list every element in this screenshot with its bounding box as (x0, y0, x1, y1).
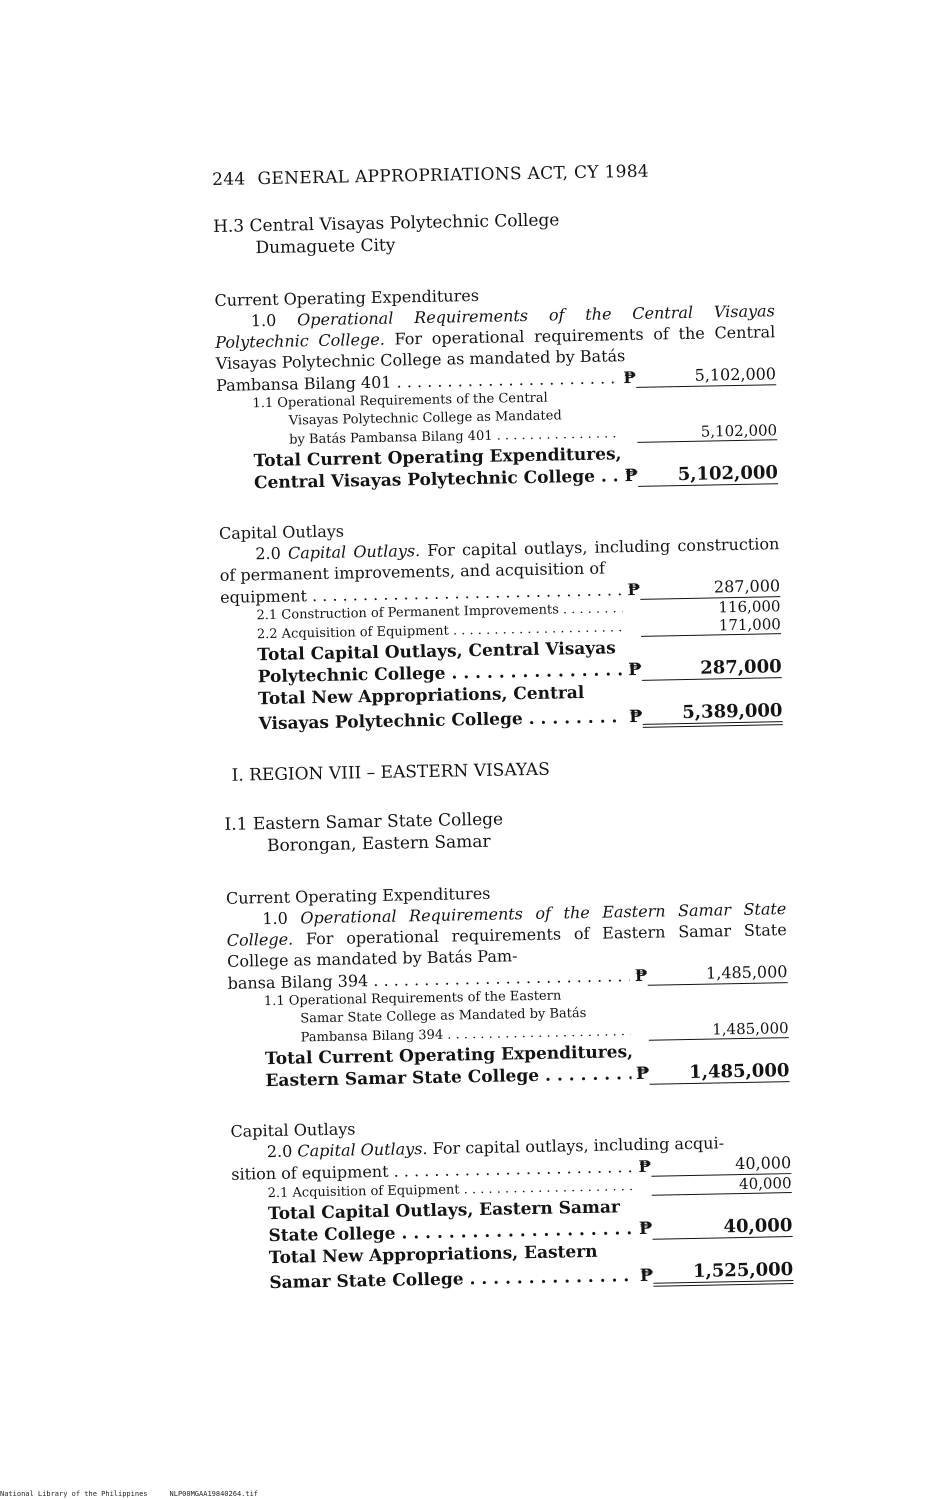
section-heading: Capital Outlays (218, 521, 345, 543)
peso-sign: ₱ (627, 579, 641, 600)
document-page (212, 159, 793, 1295)
institution-address: Dumaguete City (255, 235, 396, 259)
subitem-amount: 5,102,000 (637, 421, 777, 443)
item-paragraph (215, 300, 776, 374)
item-text-last: Pambansa Bilang 401 . . . (216, 367, 618, 396)
item-number: 2.0 (266, 1141, 293, 1162)
subitem-label: by Batás Pambansa Bilang 401 . . . (289, 425, 619, 449)
subitem-line: Visayas Polytechnic College as Mandated (288, 408, 562, 429)
peso-sign: ₱ (623, 367, 637, 388)
subitem-line: 1.1 Operational Requirements of the Eastern (263, 988, 562, 1010)
total-amount: 1,485,000 (649, 1060, 789, 1085)
page-header (212, 159, 772, 190)
item-text-last: sition of equipment . . . (231, 1156, 633, 1185)
section-heading: Capital Outlays (230, 1119, 356, 1141)
total-amount: 287,000 (641, 656, 781, 681)
library-credit: National Library of the Philippines (0, 1490, 148, 1498)
item-title: Capital Outlays. (297, 1139, 428, 1161)
item-text: For capital outlays, including acqui- (432, 1133, 725, 1158)
section-heading: Current Operating Expenditures (225, 883, 491, 908)
total-label: Polytechnic College . . . (258, 660, 624, 688)
item-number: 1.0 (250, 310, 277, 331)
total-amount: 5,102,000 (638, 462, 778, 487)
item-title: Operational Requirements of the Eastern Samar State College. (226, 899, 787, 950)
grand-total-amount: 5,389,000 (642, 700, 782, 728)
peso-sign: ₱ (638, 1156, 652, 1176)
total-line: Total Current Operating Expenditures, (253, 444, 622, 472)
item-amount: 1,485,000 (647, 961, 787, 986)
page-number: 244 (212, 169, 246, 190)
institution-i1 (224, 803, 785, 858)
institution-name: H.3 Central Visayas Polytechnic College (212, 210, 560, 237)
peso-sign: ₱ (638, 1218, 653, 1239)
total-line: Total Current Operating Expenditures, (264, 1042, 634, 1070)
subitem-label: 2.2 Acquisition of Equipment . . . (257, 619, 623, 644)
peso-sign: ₱ (624, 465, 639, 487)
subitem-label: 2.1 Acquisition of Equipment . . . (267, 1178, 633, 1203)
item-text: For operational requirements of the Central Visayas Polytechnic College as mandated by Batás (215, 322, 776, 373)
item-text-last: equipment . . . (220, 579, 622, 608)
act-title: GENERAL APPROPRIATIONS ACT, CY 1984 (257, 161, 650, 190)
peso-sign: ₱ (634, 965, 648, 986)
item-number: 2.0 (255, 543, 282, 564)
item-number: 1.0 (262, 908, 289, 929)
item-text: For capital outlays, including construction of permanent improvements, and acquisition of (219, 534, 780, 585)
file-name: NLP00MGAA19840264.tif (169, 1490, 259, 1498)
item-title: Operational Requirements of the Central Visayas Polytechnic College. (215, 301, 775, 352)
subitem-amount: 1,485,000 (648, 1019, 788, 1041)
total-label: Visayas Polytechnic College . . . (258, 707, 624, 735)
subitem-label: Pambansa Bilang 394 . . . (301, 1023, 631, 1047)
peso-sign: ₱ (639, 1265, 654, 1286)
item-text: For operational requirements of Eastern Samar State College as mandated by Batás Pam- (227, 920, 787, 971)
subitem-amount: 40,000 (651, 1174, 791, 1196)
item-amount: 287,000 (640, 575, 780, 600)
total-label: State College . . . (268, 1219, 634, 1247)
subitem-amount: 116,000 (718, 597, 781, 617)
total-amount: 40,000 (652, 1215, 792, 1240)
subitem-amount: 171,000 (641, 615, 781, 637)
total-label: Central Visayas Polytechnic College . . . (254, 466, 620, 494)
total-line: Total New Appropriations, Central (257, 682, 585, 710)
subitem-line: 1.1 Operational Requirements of the Central (252, 390, 548, 412)
institution-name: I.1 Eastern Samar State College (224, 809, 504, 835)
item-paragraph (226, 898, 787, 972)
region-heading: I. REGION VIII – EASTERN VISAYAS (231, 759, 550, 786)
item-amount: 40,000 (651, 1152, 791, 1177)
section-heading: Current Operating Expenditures (214, 285, 480, 310)
peso-sign: ₱ (628, 706, 643, 728)
scan-footer (0, 1490, 280, 1498)
subitem-label: 2.1 Construction of Permanent Improvements . . . (256, 600, 622, 625)
grand-total-amount: 1,525,000 (653, 1259, 793, 1287)
total-label: Eastern Samar State College . . . (265, 1064, 631, 1092)
peso-sign: ₱ (635, 1063, 650, 1085)
institution-h3 (213, 205, 774, 260)
total-line: Total New Appropriations, Eastern (268, 1241, 598, 1269)
peso-sign: ₱ (628, 659, 642, 681)
item-text-last: bansa Bilang 394 . . . (227, 965, 629, 994)
institution-address: Borongan, Eastern Samar (266, 831, 491, 857)
total-label: Samar State College . . . (269, 1266, 635, 1294)
subitem-line: Samar State College as Mandated by Batás (300, 1005, 587, 1027)
total-line: Total Capital Outlays, Eastern Samar (267, 1197, 621, 1225)
total-line: Total Capital Outlays, Central Visayas (257, 638, 616, 666)
item-title: Capital Outlays. (287, 541, 421, 563)
item-amount: 5,102,000 (636, 363, 776, 388)
